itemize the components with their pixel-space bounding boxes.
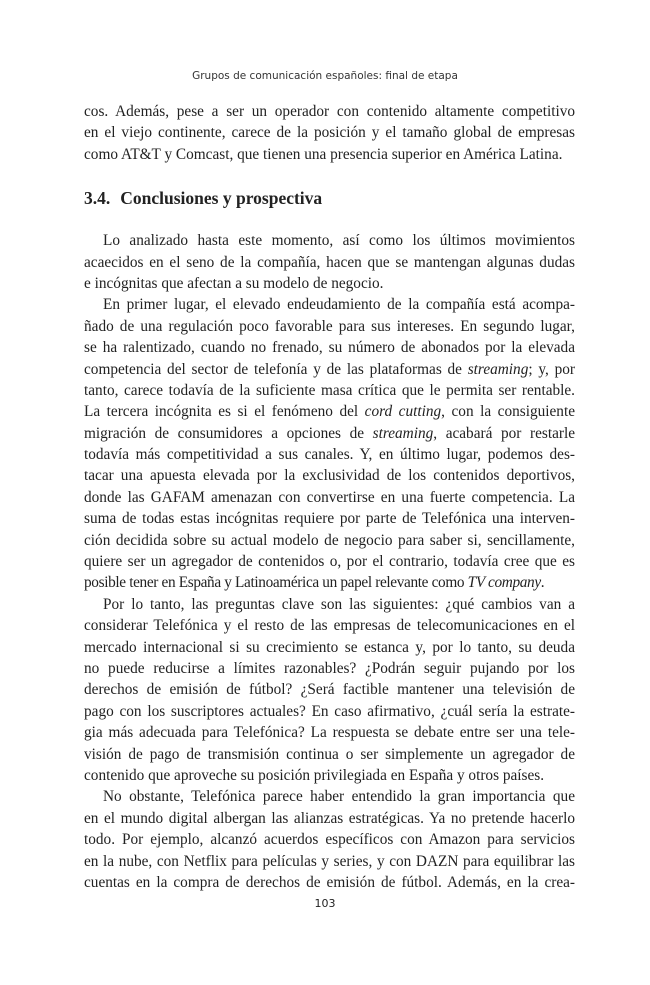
text-line <box>84 401 575 422</box>
text-line: gia más adecuada para Telefónica? La respuesta se debate entre ser una tele- <box>84 724 575 742</box>
italic-term: streaming <box>372 424 434 442</box>
text-line: pago con los suscriptores actuales? En caso afirmativo, ¿cuál sería la estrate- <box>84 702 575 720</box>
text-line: derechos de emisión de fútbol? ¿Será factible mantener una televisión de <box>84 681 575 699</box>
italic-term: TV company <box>467 574 541 592</box>
paragraph-2 <box>84 294 575 593</box>
section-title: Conclusiones y prospectiva <box>120 188 323 209</box>
text-line: contenido que aproveche su posición privilegiada en España y otros países. <box>84 766 545 784</box>
text-line: mercado internacional si su crecimiento se estanca y, por lo tanto, su deuda <box>84 638 575 656</box>
page-number: 103 <box>314 897 336 910</box>
section-heading <box>84 187 575 209</box>
text-line: tanto, carece todavía de la suficiente masa crítica que le permita ser rentable. <box>84 381 575 399</box>
text-line: todo. Por ejemplo, alcanzó acuerdos específicos con Amazon para servicios <box>84 831 575 849</box>
text-line: donde las GAFAM amenazan con convertirse en una fuerte competencia. La <box>84 488 575 506</box>
text-line: cuentas en la compra de derechos de emisión de fútbol. Además, en la crea- <box>84 873 575 891</box>
text-line: e incógnitas que afectan a su modelo de negocio. <box>84 274 384 292</box>
text-line: en el mundo digital albergan las alianzas estratégicas. Ya no pretende hacerlo <box>84 809 575 827</box>
text-line <box>84 423 575 444</box>
text-run: , acabará por restarle <box>433 424 575 442</box>
body-text <box>84 101 575 893</box>
paragraph-1 <box>84 230 575 294</box>
italic-term: cord cutting <box>364 403 442 421</box>
paragraph-continued <box>84 101 575 165</box>
text-line: ción decidida sobre su actual modelo de negocio para saber si, sencillamente, <box>84 531 575 549</box>
text-line: No obstante, Telefónica parece haber entendido la gran importancia que <box>103 788 575 806</box>
text-run: La tercera incógnita es si el fenómeno del <box>84 403 365 421</box>
text-run: competencia del sector de telefonía y de las plataformas de <box>84 360 468 378</box>
text-line: acaecidos en el seno de la compañía, hacen que se mantengan algunas dudas <box>84 253 575 271</box>
text-run: , con la consiguiente <box>441 403 575 421</box>
text-line: en el viejo continente, carece de la posición y el tamaño global de empresas <box>84 124 575 142</box>
text-run: . <box>540 574 545 592</box>
text-line <box>84 359 575 380</box>
text-run: migración de consumidores a opciones de <box>84 424 373 442</box>
section-number: 3.4. <box>84 188 111 209</box>
text-line: suma de todas estas incógnitas requiere por parte de Telefónica una interven- <box>84 510 575 528</box>
paragraph-4 <box>84 786 575 893</box>
italic-term: streaming <box>467 360 529 378</box>
text-line <box>84 572 575 593</box>
running-head: Grupos de comunicación españoles: final de etapa <box>192 70 458 82</box>
text-line: no puede reducirse a límites razonables? ¿Podrán seguir pujando por los <box>84 659 575 677</box>
text-line: en la nube, con Netflix para películas y series, y con DAZN para equilibrar las <box>84 852 575 870</box>
text-run: ; y, por <box>528 360 575 378</box>
text-line: cos. Además, pese a ser un operador con contenido altamente competitivo <box>84 103 575 120</box>
text-line: En primer lugar, el elevado endeudamiento de la compañía está acompa- <box>103 296 575 314</box>
text-line: se ha ralentizado, cuando no frenado, su número de abonados por la elevada <box>84 339 575 357</box>
text-line: Lo analizado hasta este momento, así como los últimos movimientos <box>103 232 575 250</box>
text-line: quiere ser un agregador de contenidos o, por el contrario, todavía cree que es <box>84 553 575 571</box>
text-line: como AT&T y Comcast, que tienen una presencia superior en América Latina. <box>84 145 563 163</box>
text-line: todavía más competitividad a sus canales. Y, en último lugar, podemos des- <box>84 446 575 464</box>
text-line: considerar Telefónica y el resto de las empresas de telecomunicaciones en el <box>84 617 575 635</box>
text-run: posible tener en España y Latinoamérica un papel relevante como <box>84 574 468 592</box>
paragraph-3 <box>84 594 575 787</box>
text-line: tacar una apuesta elevada por la exclusividad de los contenidos deportivos, <box>84 467 575 485</box>
text-line: visión de pago de transmisión continua o ser simplemente un agregador de <box>84 745 575 763</box>
text-line: Por lo tanto, las preguntas clave son las siguientes: ¿qué cambios van a <box>103 595 575 613</box>
text-line: ñado de una regulación poco favorable para sus intereses. En segundo lugar, <box>84 317 575 335</box>
